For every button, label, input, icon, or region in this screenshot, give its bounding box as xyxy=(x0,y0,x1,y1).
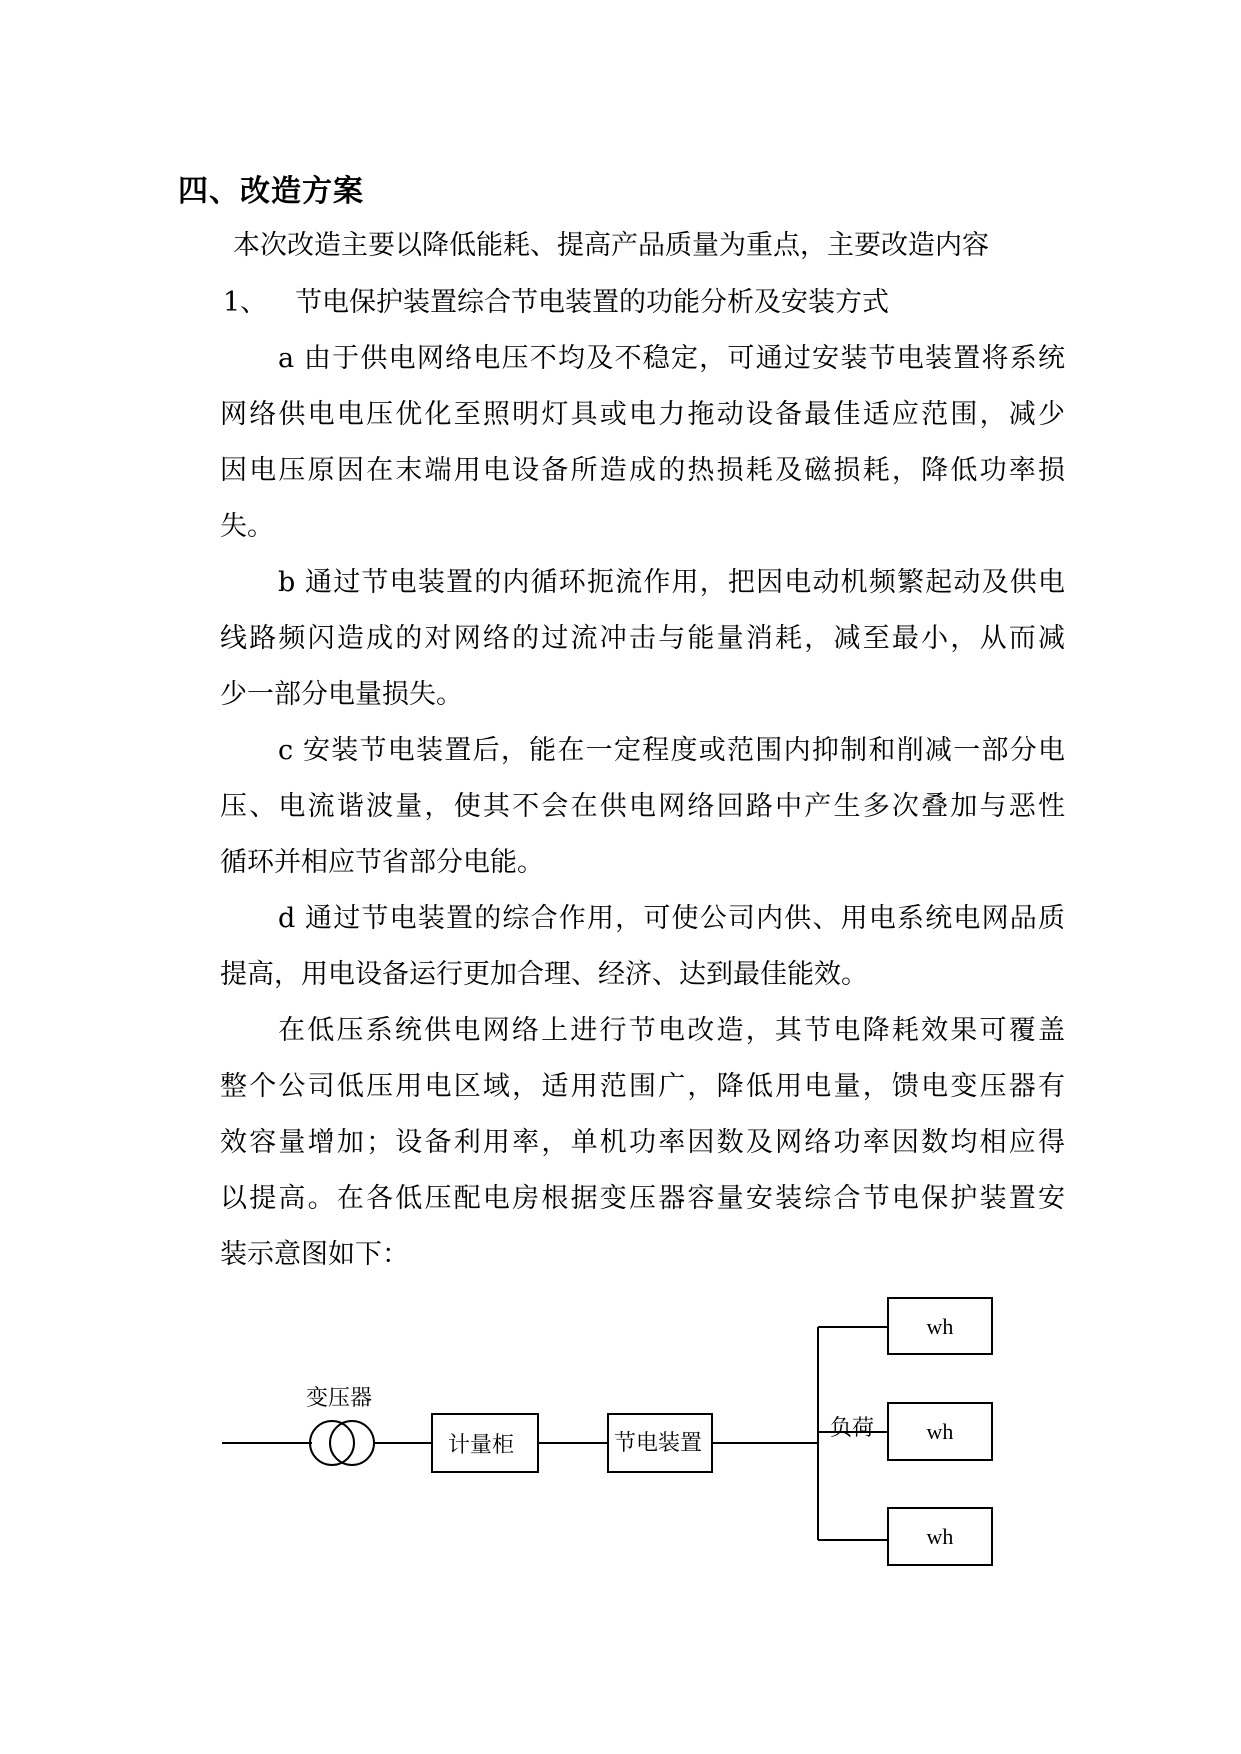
wh-meter-label: wh xyxy=(926,1419,954,1444)
para-c-line: c 安装节电装置后，能在一定程度或范围内抑制和削减一部分电 xyxy=(278,735,1065,766)
para-d-line: 提高，用电设备运行更加合理、经济、达到最佳能效。 xyxy=(220,959,868,990)
para-a-line: 因电压原因在末端用电设备所造成的热损耗及磁损耗，降低功率损 xyxy=(220,455,1065,486)
item-title: 节电保护装置综合节电装置的功能分析及安装方式 xyxy=(295,287,889,318)
para-d-line: d 通过节电装置的综合作用，可使公司内供、用电系统电网品质 xyxy=(278,903,1065,934)
load-label: 负荷 xyxy=(830,1416,875,1441)
para-c-line: 压、电流谐波量，使其不会在供电网络回路中产生多次叠加与恶性 xyxy=(220,791,1065,822)
wh-meter-label: wh xyxy=(926,1314,954,1339)
para-b-line: 少一部分电量损失。 xyxy=(220,679,463,710)
para-e-line: 在低压系统供电网络上进行节电改造，其节电降耗效果可覆盖 xyxy=(278,1015,1065,1046)
transformer-label: 变压器 xyxy=(306,1386,373,1411)
para-e-line: 效容量增加；设备利用率，单机功率因数及网络功率因数均相应得 xyxy=(220,1127,1065,1158)
para-b-line: 线路频闪造成的对网络的过流冲击与能量消耗，减至最小，从而减 xyxy=(220,623,1065,654)
para-e-line: 以提高。在各低压配电房根据变压器容量安装综合节电保护装置安 xyxy=(220,1183,1065,1214)
section-title: 四、改造方案 xyxy=(178,174,364,209)
item-number: 1、 xyxy=(223,287,268,318)
para-a-line: a 由于供电网络电压不均及不稳定，可通过安装节电装置将系统 xyxy=(278,343,1065,374)
para-a-line: 失。 xyxy=(220,511,274,542)
intro-line: 本次改造主要以降低能耗、提高产品质量为重点，主要改造内容 xyxy=(233,230,989,261)
wh-meter-label: wh xyxy=(926,1524,954,1549)
transformer-coil-icon xyxy=(310,1421,354,1465)
para-a-line: 网络供电电压优化至照明灯具或电力拖动设备最佳适应范围，减少 xyxy=(220,399,1065,430)
para-c-line: 循环并相应节省部分电能。 xyxy=(220,847,544,878)
transformer-coil-icon xyxy=(330,1421,374,1465)
para-e-line: 装示意图如下： xyxy=(220,1239,409,1270)
para-b-line: b 通过节电装置的内循环扼流作用，把因电动机频繁起动及供电 xyxy=(278,567,1065,598)
energy-saver-label: 节电装置 xyxy=(614,1431,703,1456)
para-e-line: 整个公司低压用电区域，适用范围广，降低用电量，馈电变压器有 xyxy=(220,1071,1065,1102)
meter-cabinet-label: 计量柜 xyxy=(448,1433,515,1458)
